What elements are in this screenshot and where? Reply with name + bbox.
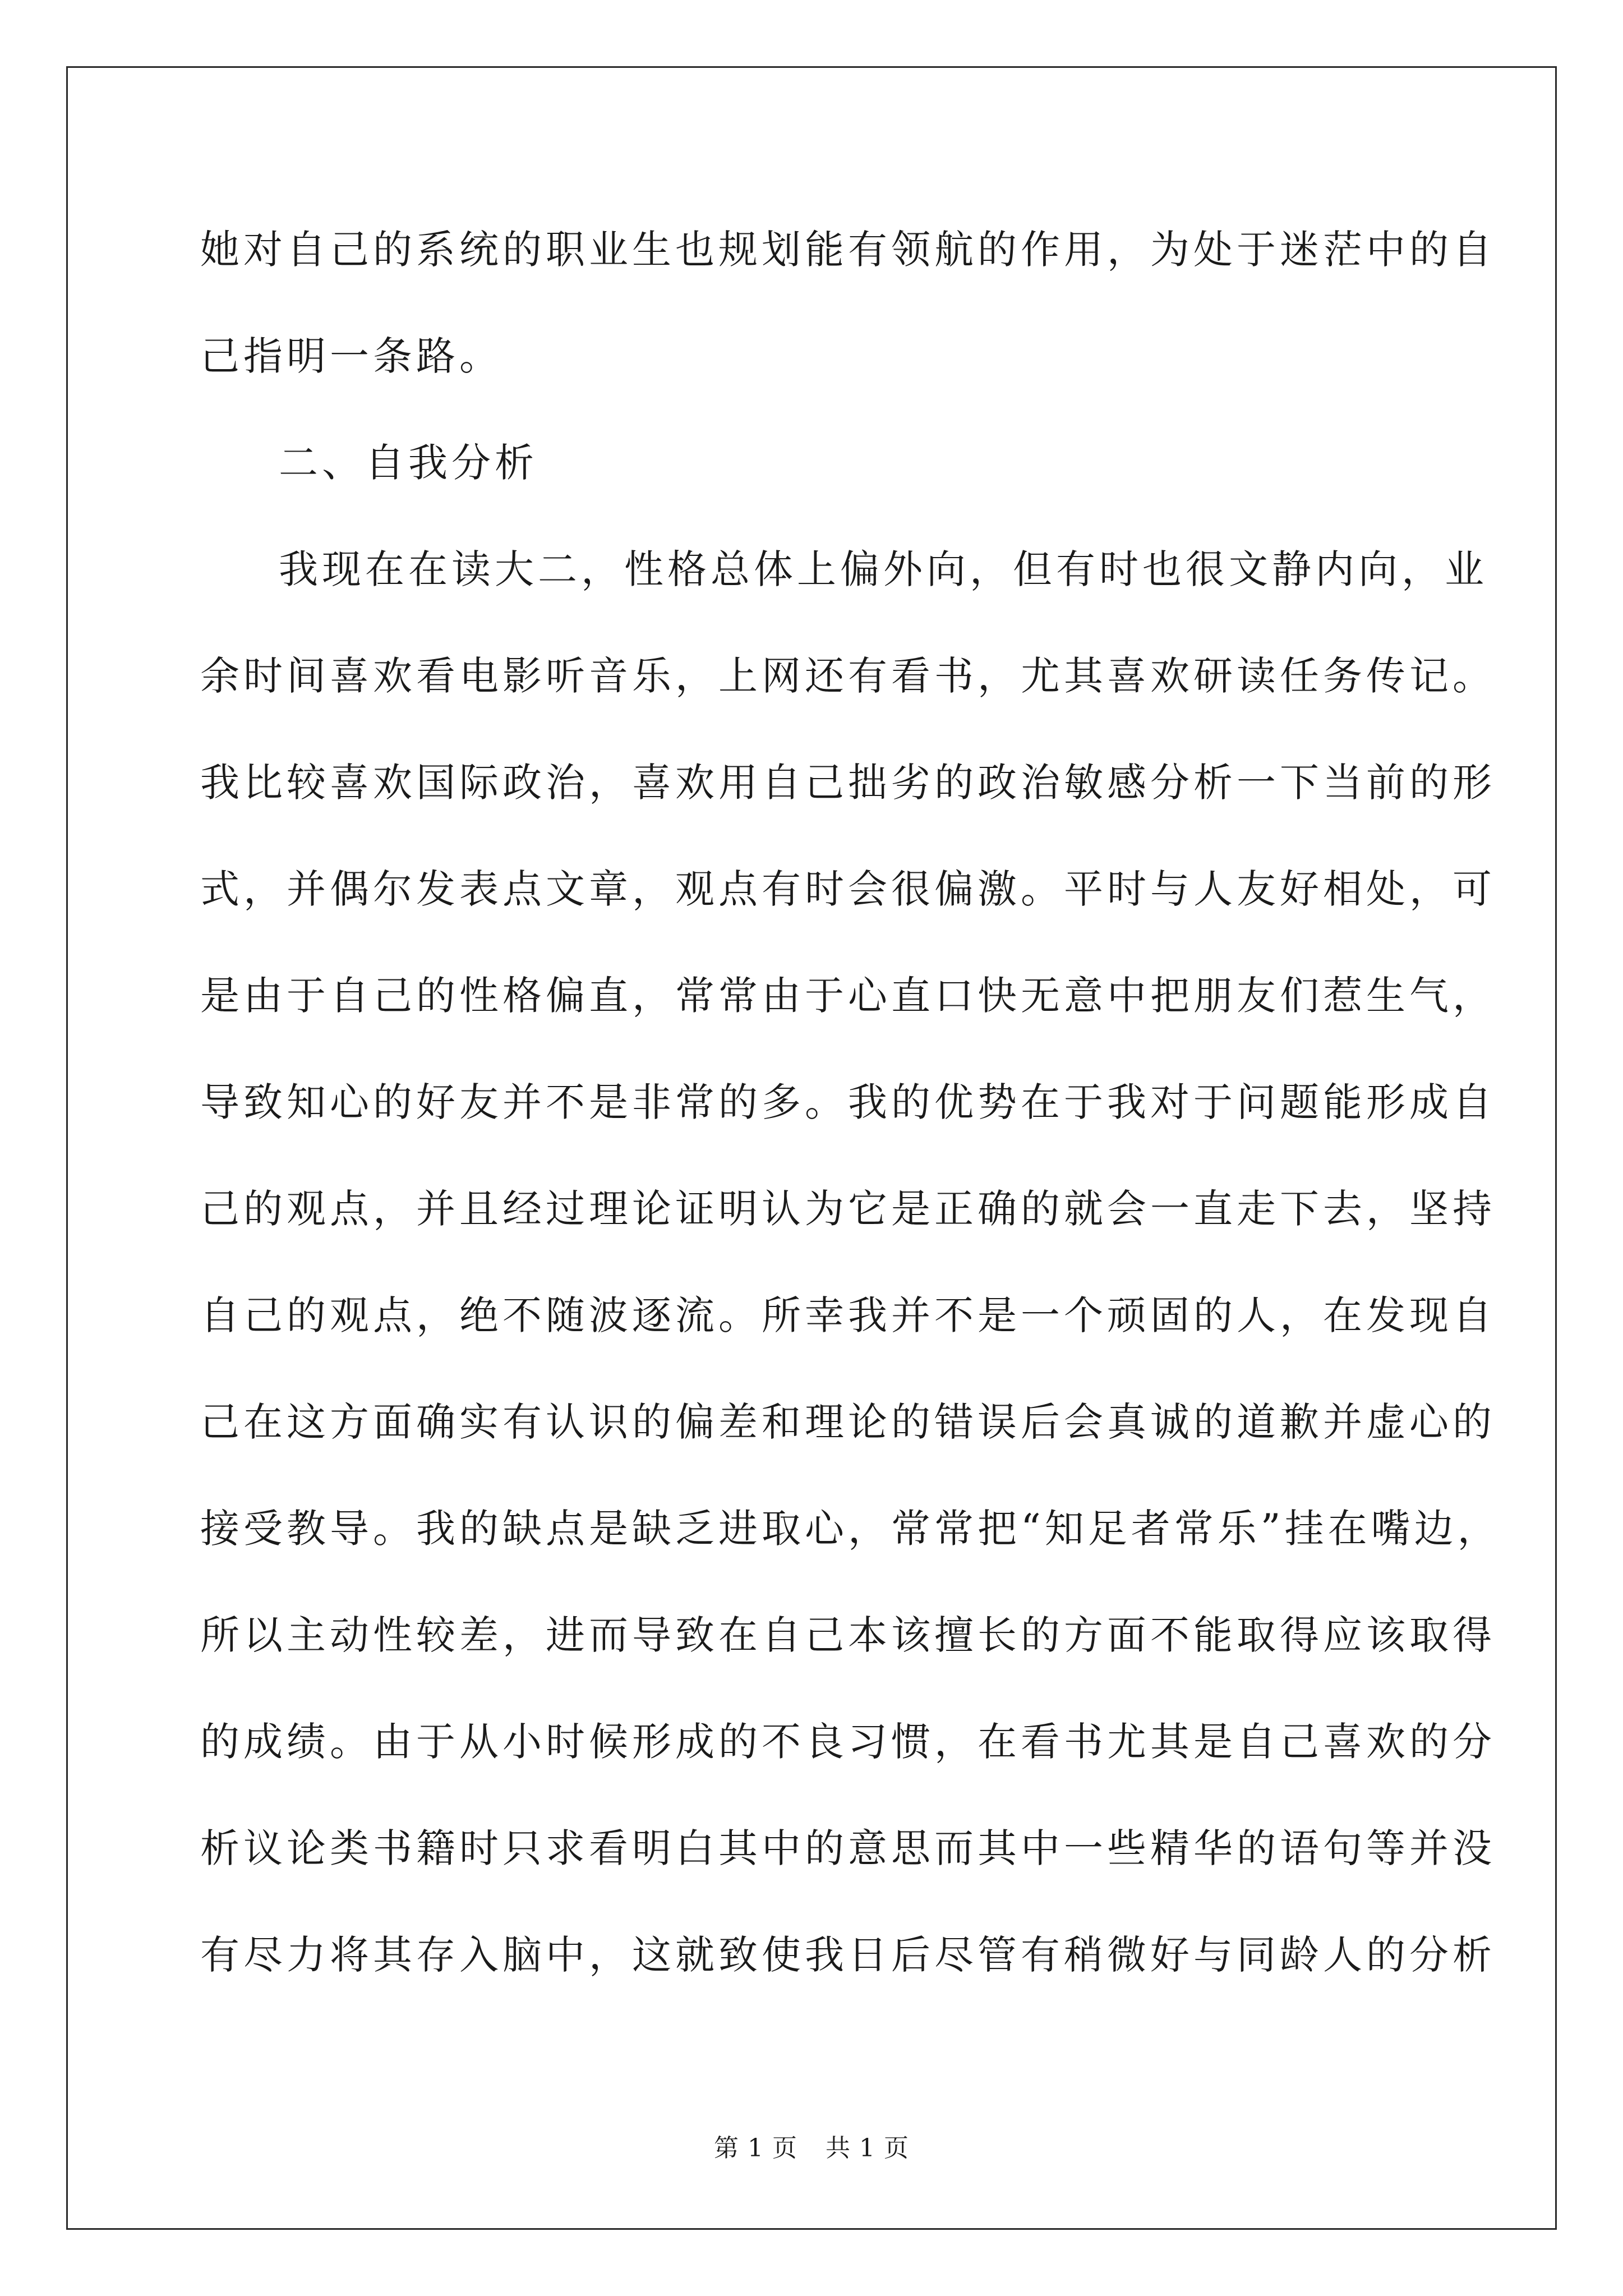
- body-line: 的成绩。由于从小时候形成的不良习惯，在看书尤其是自己喜欢的分: [200, 1719, 1496, 1765]
- body-line: 所以主动性较差，进而导致在自己本该擅长的方面不能取得应该取得: [200, 1612, 1496, 1658]
- page-number: 第 1 页: [714, 2134, 797, 2162]
- page-total: 共 1 页: [826, 2134, 909, 2162]
- body-line: 己的观点，并且经过理论证明认为它是正确的就会一直走下去，坚持: [200, 1186, 1496, 1232]
- section-heading: 二、自我分析: [279, 440, 538, 486]
- body-line: 我比较喜欢国际政治，喜欢用自己拙劣的政治敏感分析一下当前的形: [200, 760, 1496, 806]
- page-footer: [0, 2132, 1623, 2165]
- body-line: 有尽力将其存入脑中，这就致使我日后尽管有稍微好与同龄人的分析: [200, 1932, 1496, 1978]
- paragraph-first-line: 我现在在读大二，性格总体上偏外向，但有时也很文静内向，业: [279, 546, 1488, 592]
- body-line: 导致知心的好友并不是非常的多。我的优势在于我对于问题能形成自: [200, 1079, 1496, 1125]
- body-line: 是由于自己的性格偏直，常常由于心直口快无意中把朋友们惹生气，: [200, 973, 1496, 1019]
- body-line: 己在这方面确实有认识的偏差和理论的错误后会真诚的道歉并虚心的: [200, 1399, 1496, 1445]
- body-line: 己指明一条路。: [200, 333, 502, 379]
- body-line: 析议论类书籍时只求看明白其中的意思而其中一些精华的语句等并没: [200, 1825, 1496, 1871]
- body-line: 余时间喜欢看电影听音乐，上网还有看书，尤其喜欢研读任务传记。: [200, 653, 1496, 699]
- body-line: 式，并偶尔发表点文章，观点有时会很偏激。平时与人友好相处，可: [200, 866, 1496, 912]
- page-border: [66, 66, 1557, 2230]
- body-line: 她对自己的系统的职业生也规划能有领航的作用，为处于迷茫中的自: [200, 227, 1496, 273]
- body-line: 接受教导。我的缺点是缺乏进取心，常常把“知足者常乐”挂在嘴边，: [200, 1506, 1501, 1552]
- body-line: 自己的观点，绝不随波逐流。所幸我并不是一个顽固的人，在发现自: [200, 1292, 1496, 1338]
